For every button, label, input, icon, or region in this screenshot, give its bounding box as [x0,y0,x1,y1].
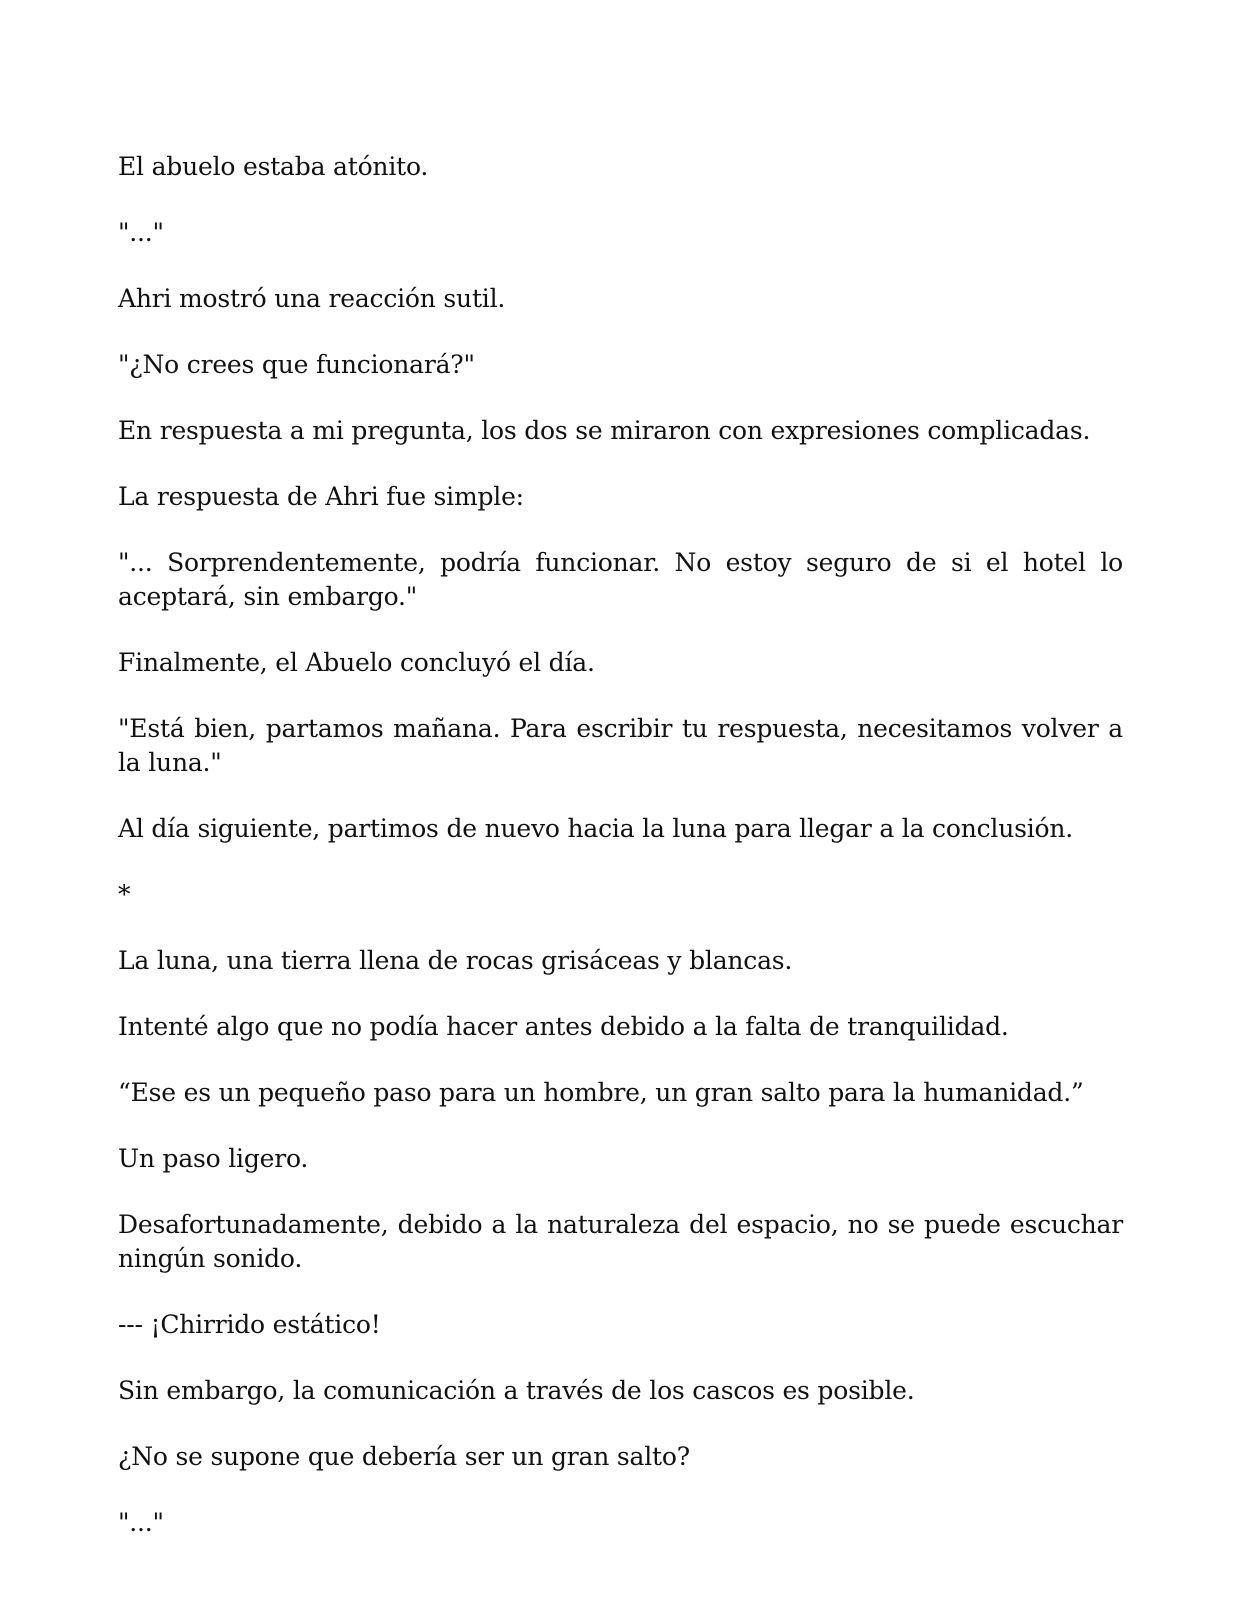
paragraph-7: "... Sorprendentemente, podría funcionar. No estoy seguro de si el hotel lo aceptará, sin embargo." [118,548,1123,611]
scene-break: * [118,880,131,909]
paragraph-9: "Está bien, partamos mañana. Para escribir tu respuesta, necesitamos volver a la luna." [118,714,1123,777]
paragraph-6: La respuesta de Ahri fue simple: [118,482,524,511]
paragraph-8: Finalmente, el Abuelo concluyó el día. [118,648,595,677]
paragraph-12: La luna, una tierra llena de rocas grisáceas y blancas. [118,946,793,975]
paragraph-20: "..." [118,1508,164,1537]
paragraph-2: "..." [118,218,164,247]
paragraph-3: Ahri mostró una reacción sutil. [118,284,506,313]
paragraph-4: "¿No crees que funcionará?" [118,350,475,379]
paragraph-17: --- ¡Chirrido estático! [118,1310,381,1339]
paragraph-5: En respuesta a mi pregunta, los dos se miraron con expresiones complicadas. [118,416,1091,445]
paragraph-1: El abuelo estaba atónito. [118,152,429,181]
paragraph-19: ¿No se supone que debería ser un gran salto? [118,1442,690,1471]
paragraph-16: Desafortunadamente, debido a la naturaleza del espacio, no se puede escuchar ningún sonido. [118,1210,1123,1273]
paragraph-18: Sin embargo, la comunicación a través de los cascos es posible. [118,1376,915,1405]
paragraph-10: Al día siguiente, partimos de nuevo hacia la luna para llegar a la conclusión. [118,814,1074,843]
text-column [118,150,1123,1540]
paragraph-13: Intenté algo que no podía hacer antes debido a la falta de tranquilidad. [118,1012,1009,1041]
paragraph-14: “Ese es un pequeño paso para un hombre, un gran salto para la humanidad.” [118,1078,1084,1107]
paragraph-15: Un paso ligero. [118,1144,309,1173]
